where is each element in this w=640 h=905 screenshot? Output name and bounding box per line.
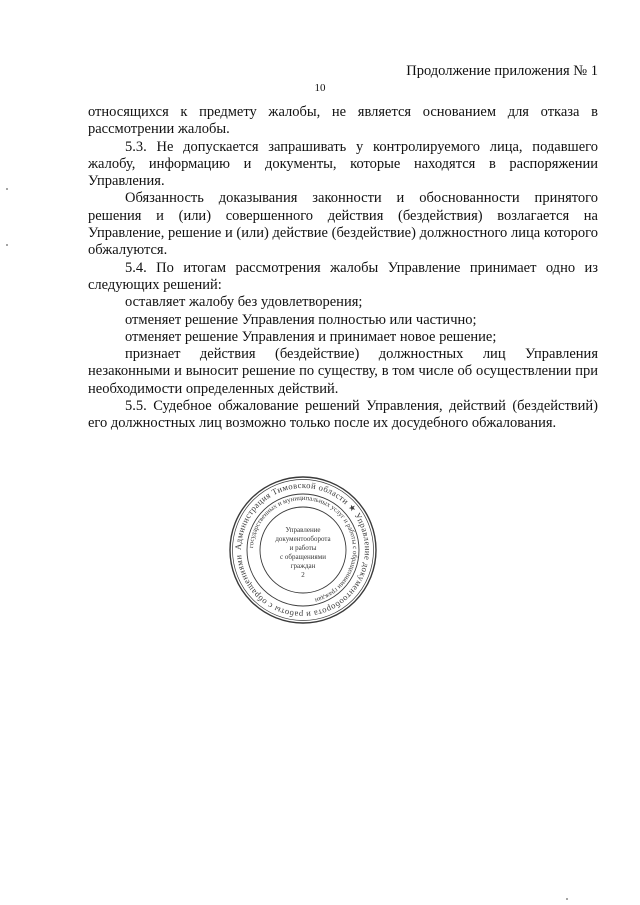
document-body (88, 104, 598, 433)
scan-speck (566, 898, 568, 900)
list-item: отменяет решение Управления и принимает новое решение; (125, 328, 497, 345)
list-item: отменяет решение Управления полностью или частично; (125, 311, 477, 328)
paragraph: относящихся к предмету жалобы, не является основанием для отказа в рассмотрении жалобы. (88, 104, 598, 138)
seal-center-line: граждан (290, 562, 316, 570)
list-item: признает действия (бездействие) должностных лиц Управления незаконными и выносит решение по существу, в том числе об осуществлении при необходимости определенных действий. (88, 346, 598, 397)
seal-center-line: и работы (289, 544, 317, 552)
seal-center-line: с обращениями (280, 553, 326, 561)
official-seal (227, 474, 379, 626)
paragraph: 5.4. По итогам рассмотрения жалобы Управление принимает одно из следующих решений: (88, 259, 598, 293)
list-item: оставляет жалобу без удовлетворения; (125, 294, 363, 311)
page-number: 10 (314, 82, 326, 94)
seal-center-line: Управление (285, 526, 321, 534)
paragraph: 5.3. Не допускается запрашивать у контролируемого лица, подавшего жалобу, информацию и документы, которые находятся в распоряжении Управления. (88, 138, 598, 190)
paragraph: Обязанность доказывания законности и обоснованности принятого решения и (или) совершенного действия (бездействия) возлагается на Управление, решение и (или) действие (бездействие) должностного лица которого обжалуются. (88, 190, 598, 259)
paragraph: 5.5. Судебное обжалование решений Управления, действий (бездействий) его должностных лиц возможно только после их досудебного обжалования. (88, 398, 598, 432)
scan-speck (6, 244, 8, 246)
scan-speck (6, 188, 8, 190)
seal-inner-ring-text: государственных и муниципальных услуг и работы с обращениями граждан (248, 494, 359, 604)
seal-outer-text: Администрация Тимовской области ★ Управление документооборота и работы с обращениями (232, 479, 374, 621)
continuation-note: Продолжение приложения № 1 (406, 63, 598, 79)
seal-center-line: документооборота (275, 535, 331, 543)
seal-center-line: 2 (301, 571, 305, 579)
seal-stamp (227, 474, 379, 626)
